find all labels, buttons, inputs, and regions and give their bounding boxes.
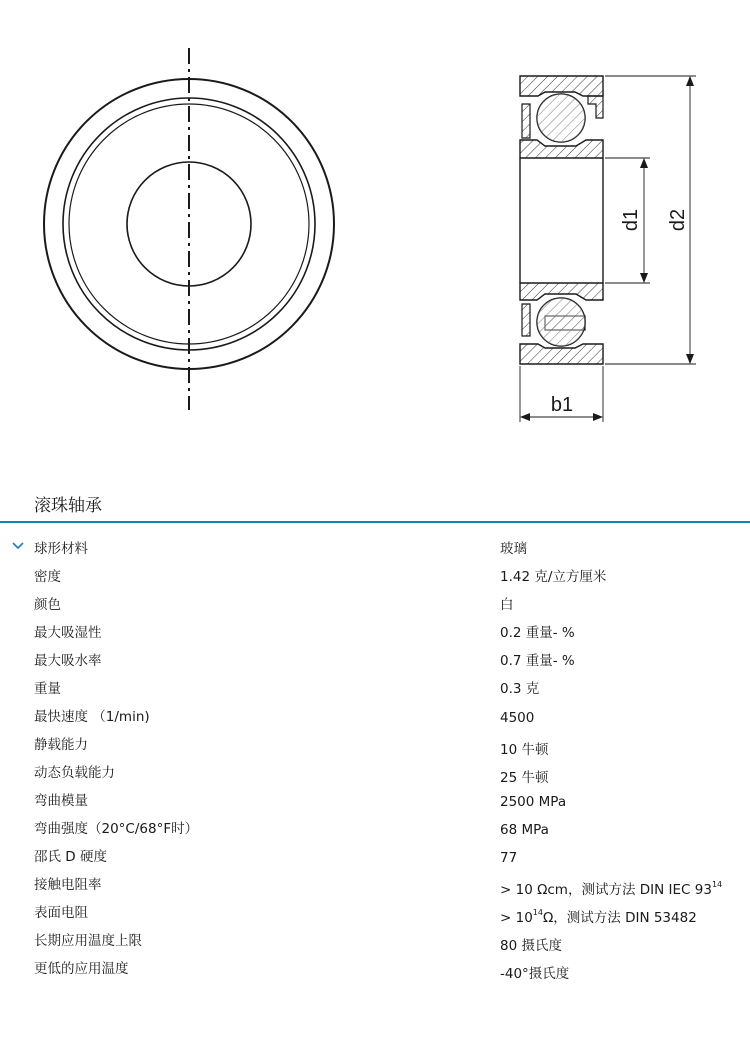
lower-outer-ring — [520, 344, 603, 364]
surface-resistance-exponent: 14 — [532, 908, 543, 917]
property-name: 最大吸湿性 — [34, 625, 102, 641]
bearing-drawing — [0, 0, 750, 470]
property-value — [500, 878, 722, 898]
property-value: 25 牛顿 — [500, 770, 549, 786]
property-value: 2500 MPa — [500, 794, 567, 810]
property-name: 接触电阻率 — [34, 877, 102, 893]
property-row — [0, 815, 750, 843]
d2-label: d2 — [667, 208, 689, 232]
chevron-down-icon[interactable] — [11, 539, 25, 553]
property-row — [0, 647, 750, 675]
upper-outer-ring — [520, 76, 603, 96]
property-value: 4500 — [500, 710, 535, 726]
property-name: 密度 — [34, 569, 61, 585]
property-value: 10 牛顿 — [500, 742, 549, 758]
property-value: 80 摄氏度 — [500, 938, 562, 954]
property-name: 邵氏 D 硬度 — [34, 849, 107, 865]
property-value: -40°摄氏度 — [500, 966, 570, 982]
property-name: 静载能力 — [34, 737, 88, 753]
resistivity-value-text: > 10 Ωcm，测试方法 DIN IEC 93 — [500, 882, 712, 898]
property-row — [0, 535, 750, 563]
section-view — [520, 76, 603, 364]
property-value: 0.3 克 — [500, 681, 540, 697]
property-name: 最快速度 （1/min) — [34, 709, 150, 725]
property-row — [0, 843, 750, 871]
surface-resistance-pre: > 10 — [500, 910, 533, 926]
section-title: 滚珠轴承 — [34, 496, 102, 516]
d1-label: d1 — [620, 208, 642, 232]
property-row — [0, 703, 750, 731]
property-name: 球形材料 — [34, 541, 88, 557]
property-value: 77 — [500, 850, 518, 866]
property-row — [0, 787, 750, 815]
property-row — [0, 591, 750, 619]
property-value: 白 — [500, 597, 514, 613]
property-name: 重量 — [34, 681, 61, 697]
resistivity-value-exponent: 14 — [711, 880, 723, 889]
b1-label: b1 — [550, 394, 574, 416]
property-name: 动态负载能力 — [34, 765, 115, 781]
property-name: 颜色 — [34, 597, 61, 613]
property-value: 0.7 重量- % — [500, 653, 575, 669]
property-row — [0, 759, 750, 787]
property-name: 更低的应用温度 — [34, 961, 129, 977]
property-row — [0, 731, 750, 759]
section-divider — [0, 521, 750, 523]
property-row — [0, 563, 750, 591]
property-row — [0, 871, 750, 899]
property-name: 弯曲强度（20°C/68°F时） — [34, 821, 199, 837]
property-row — [0, 619, 750, 647]
property-value — [500, 906, 697, 926]
property-value: 0.2 重量- % — [500, 625, 575, 641]
property-name: 长期应用温度上限 — [34, 933, 142, 949]
property-name: 表面电阻 — [34, 905, 88, 921]
surface-resistance-post: Ω，测试方法 DIN 53482 — [542, 910, 697, 926]
property-name: 最大吸水率 — [34, 653, 102, 669]
property-row — [0, 927, 750, 955]
front-view — [44, 48, 334, 410]
property-value: 玻璃 — [500, 541, 527, 557]
property-row — [0, 675, 750, 703]
property-name: 弯曲模量 — [34, 793, 88, 809]
property-row — [0, 955, 750, 983]
property-value: 1.42 克/立方厘米 — [500, 569, 607, 585]
property-row — [0, 899, 750, 927]
property-value: 68 MPa — [500, 822, 549, 838]
